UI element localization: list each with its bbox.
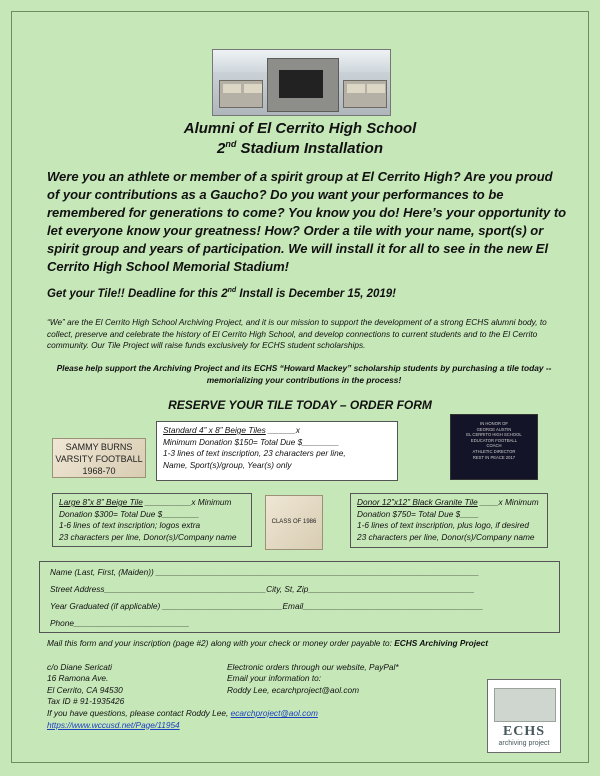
contact-form (39, 561, 560, 633)
large-tile-option: Large 8”x 8” Beige Tile __________x Minimum Donation $300= Total Due $________ 1-6 lines of text inscription; logos extra 23 characters per line, Donor(s)/Company name (52, 493, 252, 547)
sample-granite-tile: IN HONOR OF GEORGE AUSTIN EL CERRITO HIGH SCHOOL EDUCATOR FOOTBALL COACH ATHLETIC DIRECTOR REST IN PEACE 2017 (450, 414, 538, 480)
support-paragraph: Please help support the Archiving Project and its ECHS “Howard Mackey” scholarship students by purchasing a tile today -- memorializing your contributions in the process! (56, 363, 552, 385)
phone-field[interactable]: Phone_________________________ (50, 618, 190, 628)
mailing-address: c/o Diane Sericati 16 Ramona Ave. El Cerrito, CA 94530 Tax ID # 91-1935426 (47, 661, 125, 707)
electronic-orders: Electronic orders through our website, PayPal* Email your information to: Roddy Lee, ecarchproject@aol.com (227, 661, 399, 695)
year-graduated-email-field[interactable]: Year Graduated (if applicable) __________________________Email_______________________________________ (50, 601, 484, 611)
stadium-photo (212, 49, 391, 116)
deadline-text: Get your Tile!! Deadline for this 2nd Install is December 15, 2019! (47, 287, 397, 300)
donor-tile-option: Donor 12”x12” Black Granite Tile ____x Minimum Donation $750= Total Due $____ 1-6 lines of text inscription, plus logo, if desired 23 characters per line, Donor(s)/Company name (350, 493, 548, 548)
mission-paragraph: “We” are the El Cerrito High School Archiving Project, and it is our mission to support the development of a strong ECHS alumni body, to collect, preserve and celebrate the history of El Cerrito High School, and develop connections to current students and to the El Cerrito community. Our Tile Project will raise funds exclusively for ECHS student scholarships. (47, 317, 547, 351)
sample-large-tile: CLASS OF 1986 (265, 495, 323, 550)
questions-line: If you have questions, please contact Roddy Lee, ecarchproject@aol.com (47, 707, 318, 718)
sample-standard-tile: SAMMY BURNS VARSITY FOOTBALL 1968-70 (52, 438, 146, 478)
contact-email-link[interactable]: ecarchproject@aol.com (230, 707, 318, 718)
website-link[interactable]: https://www.wccusd.net/Page/11954 (47, 719, 180, 730)
mail-instructions: Mail this form and your inscription (page #2) along with your check or money order payable to: ECHS Archiving Project (47, 638, 489, 648)
echs-archiving-logo: ECHS archiving project (487, 679, 561, 753)
intro-paragraph: Were you an athlete or member of a spirit group at El Cerrito High? Are you proud of your contributions as a Gaucho? Do you want your performances to be remembered for generations to come? You know you do! Here’s your opportunity to let everyone know your greatness! How? Order a tile with your name, sport(s) or spirit group and years of participation. We will install it for all to see in the new El Cerrito High School Memorial Stadium! (47, 169, 567, 274)
order-form-heading: RESERVE YOUR TILE TODAY – ORDER FORM (168, 398, 432, 412)
name-field[interactable]: Name (Last, First, (Maiden)) ______________________________________________________________________ (50, 567, 480, 577)
page-subtitle: 2nd Stadium Installation (216, 139, 384, 157)
street-address-field[interactable]: Street Address___________________________________City, St, Zip____________________________________ (50, 584, 475, 594)
standard-tile-option: Standard 4” x 8” Beige Tiles ______x Minimum Donation $150= Total Due $________ 1-3 lines of text inscription, 23 characters per line, Name, Sport(s)/group, Year(s) only (156, 421, 398, 481)
page-title: Alumni of El Cerrito High School (183, 120, 417, 137)
